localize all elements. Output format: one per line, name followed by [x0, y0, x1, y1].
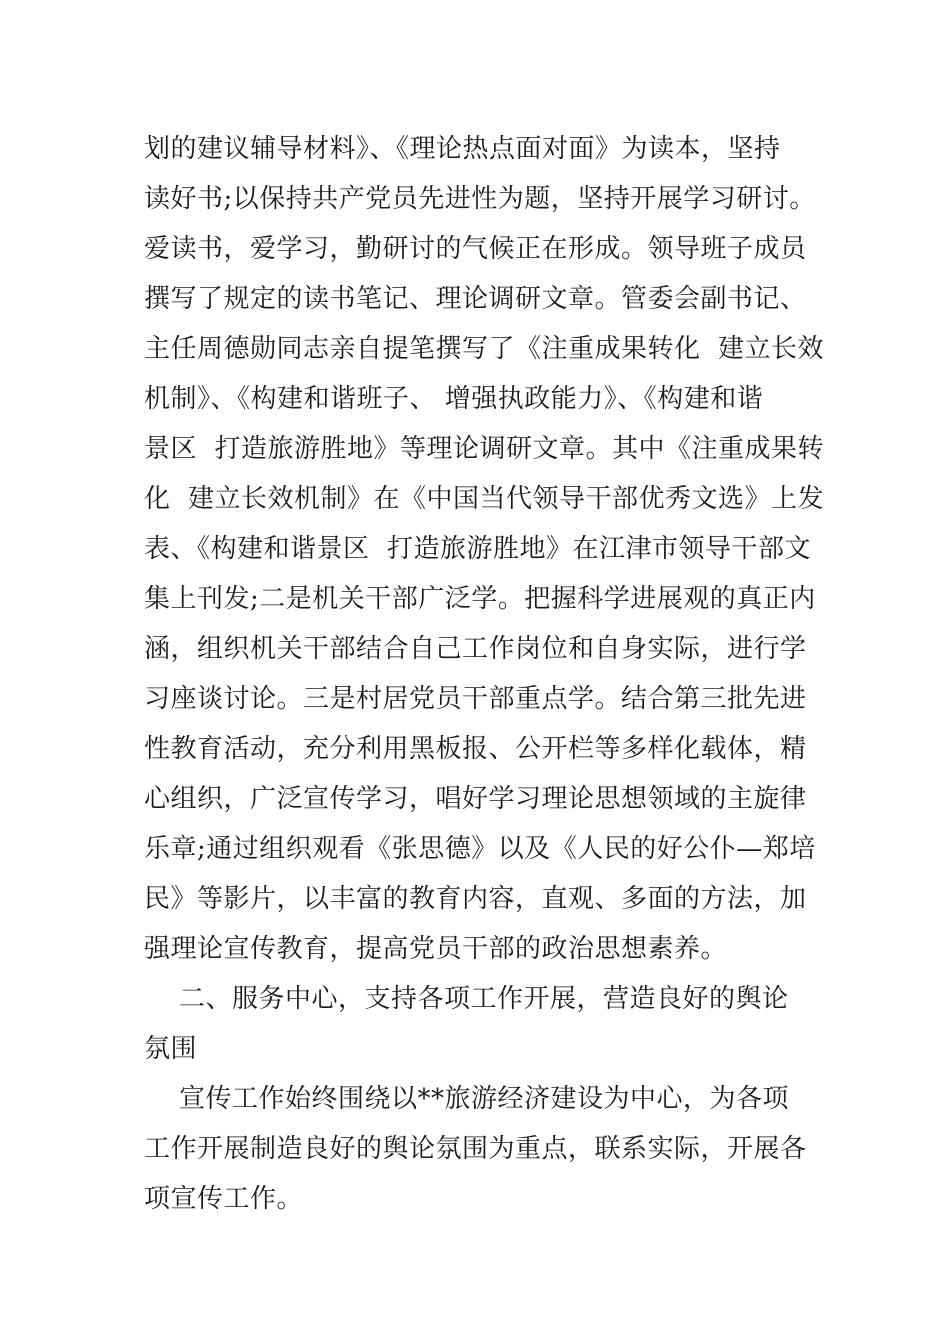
- text-line: 主任周德勋同志亲自提笔撰写了《注重成果转化 建立长效: [144, 334, 825, 364]
- text-line: 机制》、《构建和谐班子、 增强执政能力》、《构建和谐: [144, 384, 764, 414]
- section-heading-line: 氛围: [144, 1034, 198, 1064]
- text-line: 心组织，广泛宣传学习，唱好学习理论思想领域的主旋律: [144, 784, 807, 814]
- text-line: 景区 打造旅游胜地》等理论调研文章。其中《注重成果转: [144, 434, 825, 464]
- text-line: 读好书;以保持共产党员先进性为题，坚持开展学习研讨。: [144, 184, 816, 214]
- text-line: 习座谈讨论。三是村居党员干部重点学。结合第三批先进: [144, 684, 807, 714]
- text-line: 项宣传工作。: [144, 1184, 304, 1214]
- text-line: 爱读书，爱学习，勤研讨的气候正在形成。领导班子成员: [144, 234, 807, 264]
- text-line: 撰写了规定的读书笔记、理论调研文章。管委会副书记、: [144, 284, 807, 314]
- text-line: 涵，组织机关干部结合自己工作岗位和自身实际，进行学: [144, 634, 807, 664]
- text-line: 民》等影片，以丰富的教育内容，直观、多面的方法，加: [144, 884, 807, 914]
- text-line: 表、《构建和谐景区 打造旅游胜地》在江津市领导干部文: [144, 534, 812, 564]
- text-line: 化 建立长效机制》在《中国当代领导干部优秀文选》上发: [144, 484, 825, 514]
- text-line: 性教育活动，充分利用黑板报、公开栏等多样化载体，精: [144, 734, 807, 764]
- section-heading-line: 二、服务中心，支持各项工作开展，营造良好的舆论: [144, 984, 789, 1014]
- text-line: 划的建议辅导材料》、《理论热点面对面》为读本，坚持: [144, 134, 781, 164]
- text-line: 工作开展制造良好的舆论氛围为重点，联系实际，开展各: [144, 1134, 807, 1164]
- text-line: 强理论宣传教育，提高党员干部的政治思想素养。: [144, 934, 728, 964]
- text-line: 集上刊发;二是机关干部广泛学。把握科学进展观的真正内: [144, 584, 816, 614]
- text-line: 乐章;通过组织观看《张思德》以及《人民的好公仆—郑培: [144, 834, 816, 864]
- text-line: 宣传工作始终围绕以**旅游经济建设为中心，为各项: [144, 1084, 790, 1114]
